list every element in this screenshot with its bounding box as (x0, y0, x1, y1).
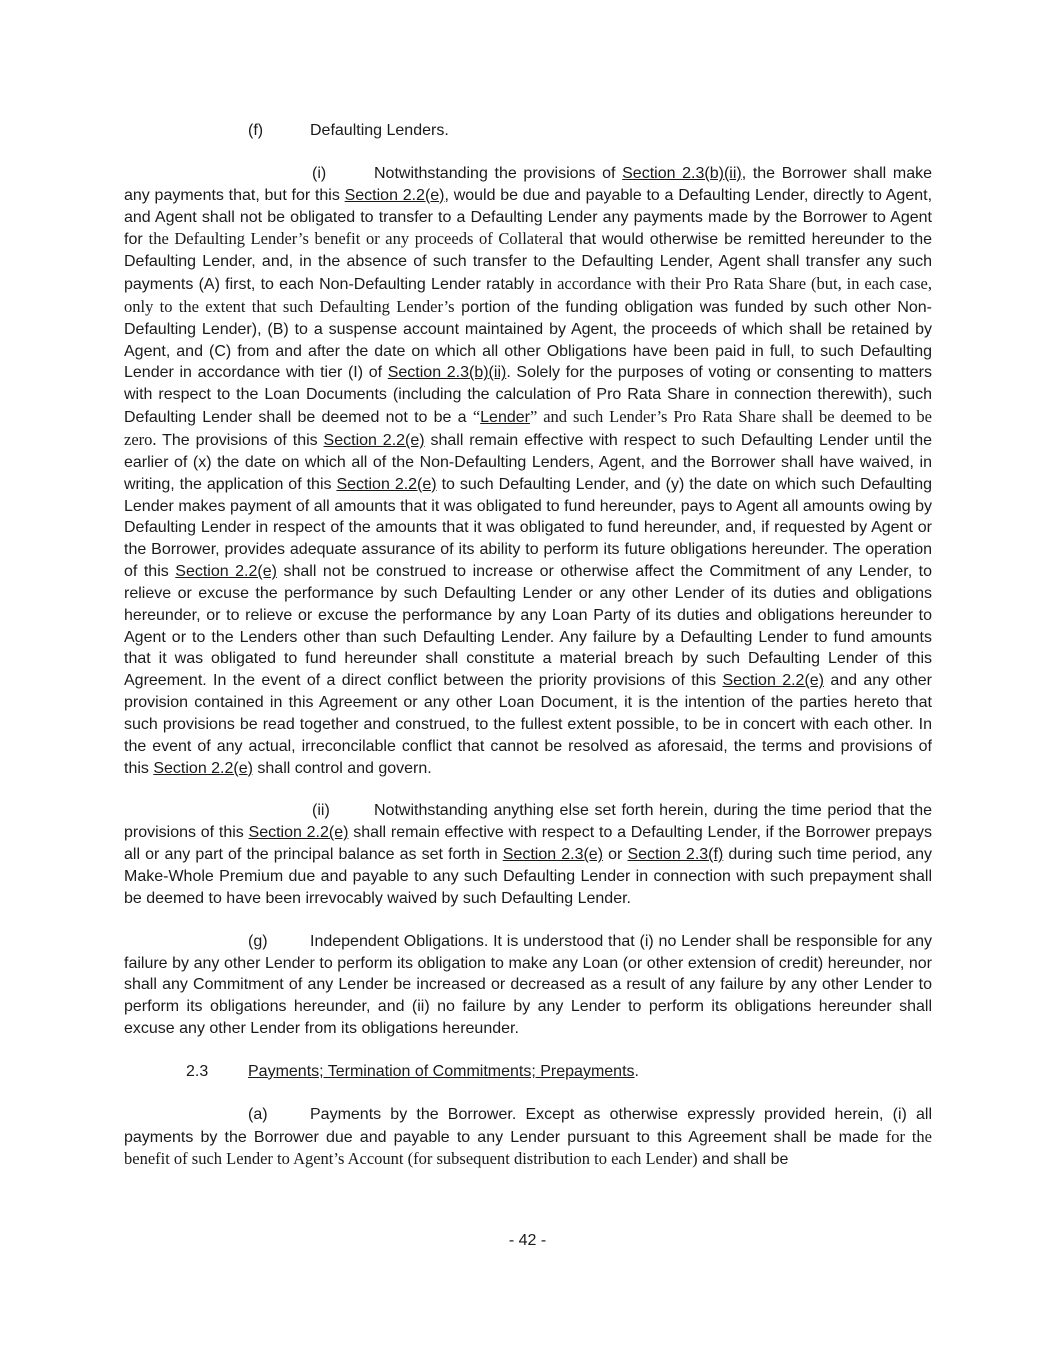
section-reference: Section 2.3(f) (627, 846, 724, 864)
paragraph-f-i: (i) Notwithstanding the provisions of Section 2.3(b)(ii), the Borrower shall make any payments that, but for this Section 2.2(e), would be due and payable to a Defaulting Lender, directly to Agent, and Agent shall not be obligated to transfer to a Defaulting Lender any payments made by the Borrower to Agent for the Defaulting Lender’s benefit or any proceeds of Collateral that would otherwise be remitted hereunder to the Defaulting Lender, and, in the absence of such transfer to the Defaulting Lender, Agent shall transfer any such payments (A) first, to each Non-Defaulting Lender ratably in accordance with their Pro Rata Share (but, in each case, only to the extent that such Defaulting Lender’s portion of the funding obligation was funded by such other Non-Defaulting Lender), (B) to a suspense account maintained by Agent, the proceeds of which shall be retained by Agent, and (C) from and after the date on which all other Obligations have been paid in full, to such Defaulting Lender in accordance with tier (I) of Section 2.3(b)(ii). Solely for the purposes of voting or consenting to matters with respect to the Loan Documents (including the calculation of Pro Rata Share in connection therewith), such Defaulting Lender shall be deemed not to be a “Lender” and such Lender’s Pro Rata Share shall be deemed to be zero. The provisions of this Section 2.2(e) shall remain effective with respect to such Defaulting Lender until the earlier of (x) the date on which all of the Non-Defaulting Lenders, Agent, and the Borrower shall have waived, in writing, the application of this Section 2.2(e) to such Defaulting Lender, and (y) the date on which such Defaulting Lender makes payment of all amounts that it was obligated to fund hereunder, pays to Agent all amounts owing by Defaulting Lender in respect of the amounts that it was obligated to fund hereunder, and, if requested by Agent or the Borrower, provides adequate assurance of its ability to perform its future obligations hereunder. The operation of this Section 2.2(e) shall not be construed to increase or otherwise affect the Commitment of any Lender, to relieve or excuse the performance by such Defaulting Lender or any other Lender of its duties and obligations hereunder, or to relieve or excuse the performance by any Loan Party of its duties and obligations hereunder to Agent or to the Lenders other than such Defaulting Lender. Any failure by a Defaulting Lender to fund amounts that it was obligated to fund hereunder shall constitute a material breach by such Defaulting Lender of this Agreement. In the event of a direct conflict between the priority provisions of this Section 2.2(e) and any other provision contained in this Agreement or any other Loan Document, it is the intention of the parties hereto that such provisions be read together and construed, to the fullest extent possible, to be in concert with each other. In the event of any actual, irreconcilable conflict that cannot be resolved as aforesaid, the terms and provisions of this Section 2.2(e) shall control and govern. (124, 164, 933, 777)
section-reference: Section 2.2(e) (175, 563, 277, 581)
section-heading-2-3: 2.3 Payments; Termination of Commitments; Prepayments. (124, 1061, 932, 1083)
section-number: 2.3 (186, 1062, 209, 1080)
section-reference: Section 2.3(e) (502, 846, 604, 864)
clause-label: (f) (248, 122, 264, 139)
section-reference: Section 2.2(e) (323, 431, 425, 449)
clause-label: (g) (248, 932, 268, 950)
defined-term-reference: Lender (480, 409, 530, 427)
section-title: Payments; Termination of Commitments; Prepayments (248, 1062, 635, 1080)
clause-label: (i) (312, 164, 327, 182)
section-reference: Section 2.3(b)(ii) (387, 364, 507, 382)
section-reference: Section 2.3(b)(ii) (622, 164, 742, 182)
paragraph-f-ii: (ii) Notwithstanding anything else set forth herein, during the time period that the provisions of this Section 2.2(e) shall remain effective with respect to a Defaulting Lender, if the Borrower prepays all or any part of the principal balance as set forth in Section 2.3(e) or Section 2.3(f) during such time period, any Make-Whole Premium due and payable to any such Defaulting Lender in connection with such prepayment shall be deemed to have been irrevocably waived by such Defaulting Lender. (124, 802, 933, 907)
clause-label: (a) (248, 1105, 268, 1123)
page-number: - 42 - (508, 1232, 547, 1249)
section-reference: Section 2.2(e) (153, 759, 253, 777)
document-page (124, 120, 932, 1171)
section-reference: Section 2.2(e) (344, 186, 445, 204)
clause-label: (ii) (312, 802, 330, 820)
clause-title: Defaulting Lenders (310, 122, 445, 139)
section-reference: Section 2.2(e) (722, 672, 824, 690)
clause-title: Payments by the Borrower (310, 1105, 512, 1123)
section-reference: Section 2.2(e) (336, 475, 437, 493)
section-reference: Section 2.2(e) (248, 824, 349, 842)
paragraph-2-3-a: (a) Payments by the Borrower. Except as otherwise expressly provided herein, (i) all payments by the Borrower due and payable to any Lender pursuant to this Agreement shall be made for the benefit of such Lender to Agent’s Account (for subsequent distribution to each Lender) and shall be (124, 1105, 933, 1169)
section-heading-f: (f) Defaulting Lenders. (124, 120, 932, 142)
paragraph-g: (g) Independent Obligations. It is understood that (i) no Lender shall be responsible for any failure by any other Lender to perform its obligation to make any Loan (or other extension of credit) hereunder, nor shall any Commitment of any Lender be increased or decreased as a result of any failure by any other Lender to perform its obligations hereunder, and (ii) no failure by any Lender to perform its obligations hereunder shall excuse any other Lender from its obligations hereunder. (124, 932, 933, 1038)
clause-title: Independent Obligations (310, 932, 484, 950)
